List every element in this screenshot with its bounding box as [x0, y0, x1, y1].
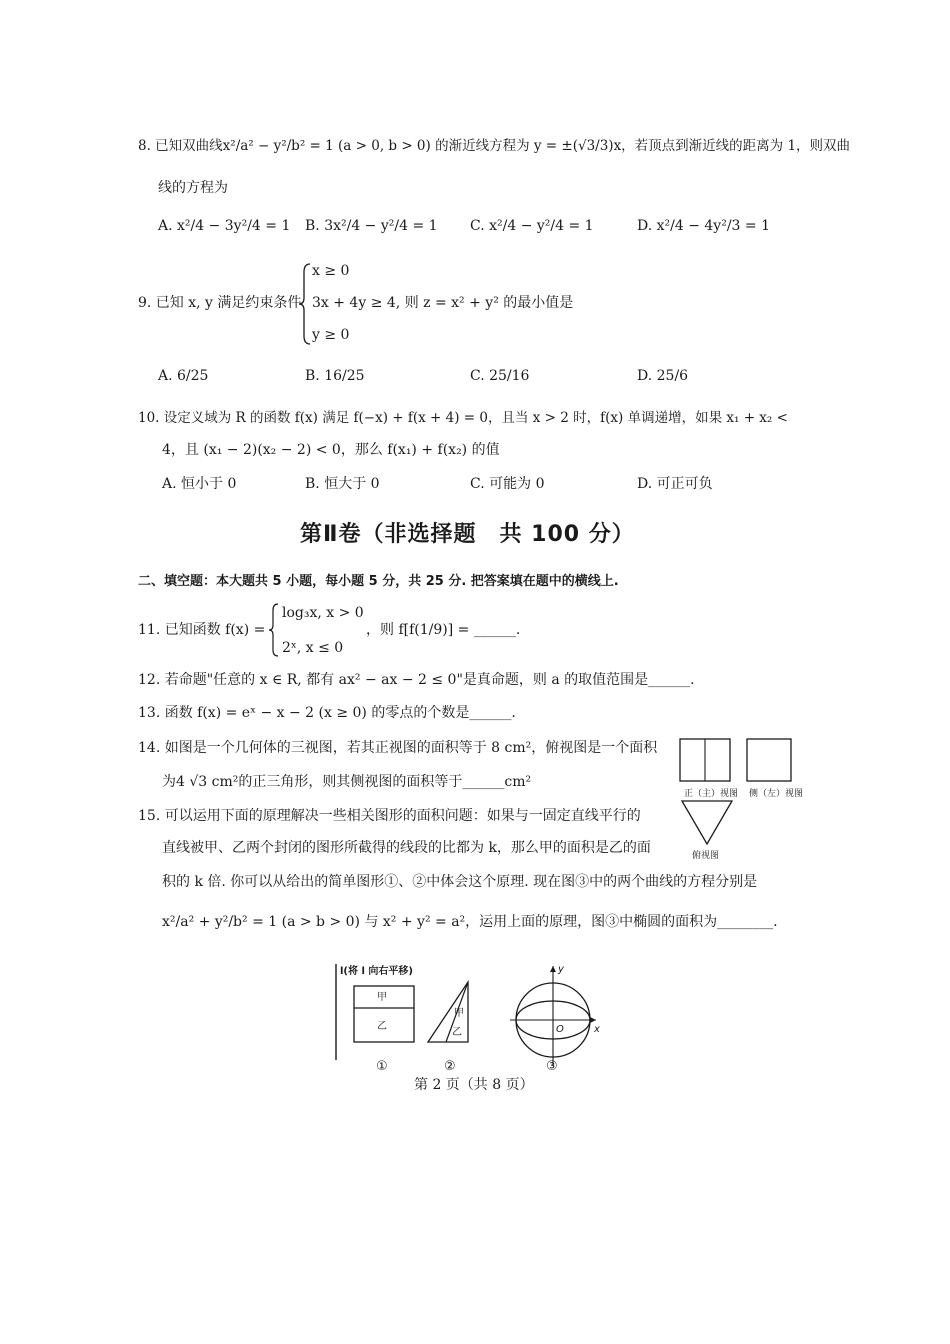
figure3-y-label: y: [558, 964, 564, 975]
q8-option-c: C. x²/4 − y²/4 = 1: [470, 218, 594, 234]
figure-label-2: ②: [444, 1059, 456, 1074]
figure3-x-label: x: [594, 1024, 600, 1035]
q9-constraint-1: x ≥ 0: [312, 263, 350, 279]
figure3-origin: O: [556, 1024, 564, 1035]
q9-option-c: C. 25/16: [470, 368, 530, 384]
q15-line3: 积的 k 倍. 你可以从给出的简单图形①、②中体会这个原理. 现在图③中的两个曲线的方程分别是: [162, 874, 758, 890]
top-view-triangle: [680, 798, 734, 846]
figure-label-3: ③: [546, 1059, 558, 1074]
figure2-yi: 乙: [452, 1027, 462, 1038]
figure1-yi: 乙: [377, 1021, 387, 1032]
q9-option-a: A. 6/25: [158, 368, 209, 384]
figure2-jia: 甲: [454, 1008, 464, 1019]
q8-stem-line1: 8. 已知双曲线x²/a² − y²/b² = 1 (a > 0, b > 0) 的渐近线方程为 y = ±(√3/3)x，若顶点到渐近线的距离为 1，则双曲: [138, 138, 851, 154]
side-view-label: 侧（左）视图: [749, 789, 804, 799]
page-footer: 第 2 页（共 8 页）: [414, 1077, 534, 1093]
q9-option-d: D. 25/6: [637, 368, 689, 384]
q11-prefix: 11. 已知函数 f(x) =: [138, 622, 266, 638]
figure-label-1: ①: [376, 1059, 388, 1074]
q12-text: 12. 若命题"任意的 x ∈ R, 都有 ax² − ax − 2 ≤ 0"是真命题，则 a 的取值范围是______.: [138, 672, 695, 688]
figure-caption: l(将 l 向右平移): [340, 966, 413, 977]
q10-option-b: B. 恒大于 0: [305, 476, 380, 492]
q14-line1: 14. 如图是一个几何体的三视图，若其正视图的面积等于 8 cm²，俯视图是一个面积: [138, 740, 658, 756]
q13-text: 13. 函数 f(x) = eˣ − x − 2 (x ≥ 0) 的零点的个数是______.: [138, 705, 516, 721]
q8-option-a: A. x²/4 − 3y²/4 = 1: [158, 218, 291, 234]
section-heading: 二、填空题：本大题共 5 小题，每小题 5 分，共 25 分. 把答案填在题中的横线上.: [138, 574, 619, 589]
top-view-label: 俯视图: [692, 851, 720, 861]
q9-constraint-2: 3x + 4y ≥ 4, 则 z = x² + y² 的最小值是: [312, 295, 574, 311]
area-principle-figure: [328, 958, 618, 1076]
section-title: 第Ⅱ卷（非选择题 共 100 分）: [300, 522, 635, 547]
q15-line4: x²/a² + y²/b² = 1 (a > b > 0) 与 x² + y² = a²，运用上面的原理，图③中椭圆的面积为________.: [162, 914, 778, 930]
q9-constraint-3: y ≥ 0: [312, 327, 350, 343]
q11-brace: [268, 602, 280, 658]
q8-option-b: B. 3x²/4 − y²/4 = 1: [305, 218, 438, 234]
q10-option-d: D. 可正可负: [637, 476, 713, 492]
q8-stem-line2: 线的方程为: [158, 180, 228, 196]
figure1-jia: 甲: [377, 992, 387, 1003]
q15-line2: 直线被甲、乙两个封闭的图形所截得的线段的比都为 k，那么甲的面积是乙的面: [162, 840, 651, 856]
q11-case1: log₃x, x > 0: [282, 605, 364, 621]
q8-option-d: D. x²/4 − 4y²/3 = 1: [637, 218, 770, 234]
q14-line2: 为4 √3 cm²的正三角形，则其侧视图的面积等于______cm²: [162, 774, 532, 790]
q10-option-c: C. 可能为 0: [470, 476, 545, 492]
front-view-label: 正（主）视图: [684, 789, 739, 799]
q15-line1: 15. 可以运用下面的原理解决一些相关图形的面积问题：如果与一固定直线平行的: [138, 808, 641, 824]
q9-brace: [298, 262, 312, 346]
q9-stem-prefix: 9. 已知 x, y 满足约束条件: [138, 295, 302, 311]
q9-option-b: B. 16/25: [305, 368, 365, 384]
q11-case2: 2ˣ, x ≤ 0: [282, 640, 344, 656]
q10-option-a: A. 恒小于 0: [162, 476, 237, 492]
q10-stem-line1: 10. 设定义域为 R 的函数 f(x) 满足 f(−x) + f(x + 4) = 0，且当 x > 2 时，f(x) 单调递增，如果 x₁ + x₂ <: [138, 410, 788, 426]
q11-suffix: ，则 f[f(1/9)] = ______.: [366, 622, 521, 638]
q10-stem-line2: 4，且 (x₁ − 2)(x₂ − 2) < 0，那么 f(x₁) + f(x₂) 的值: [162, 442, 500, 458]
